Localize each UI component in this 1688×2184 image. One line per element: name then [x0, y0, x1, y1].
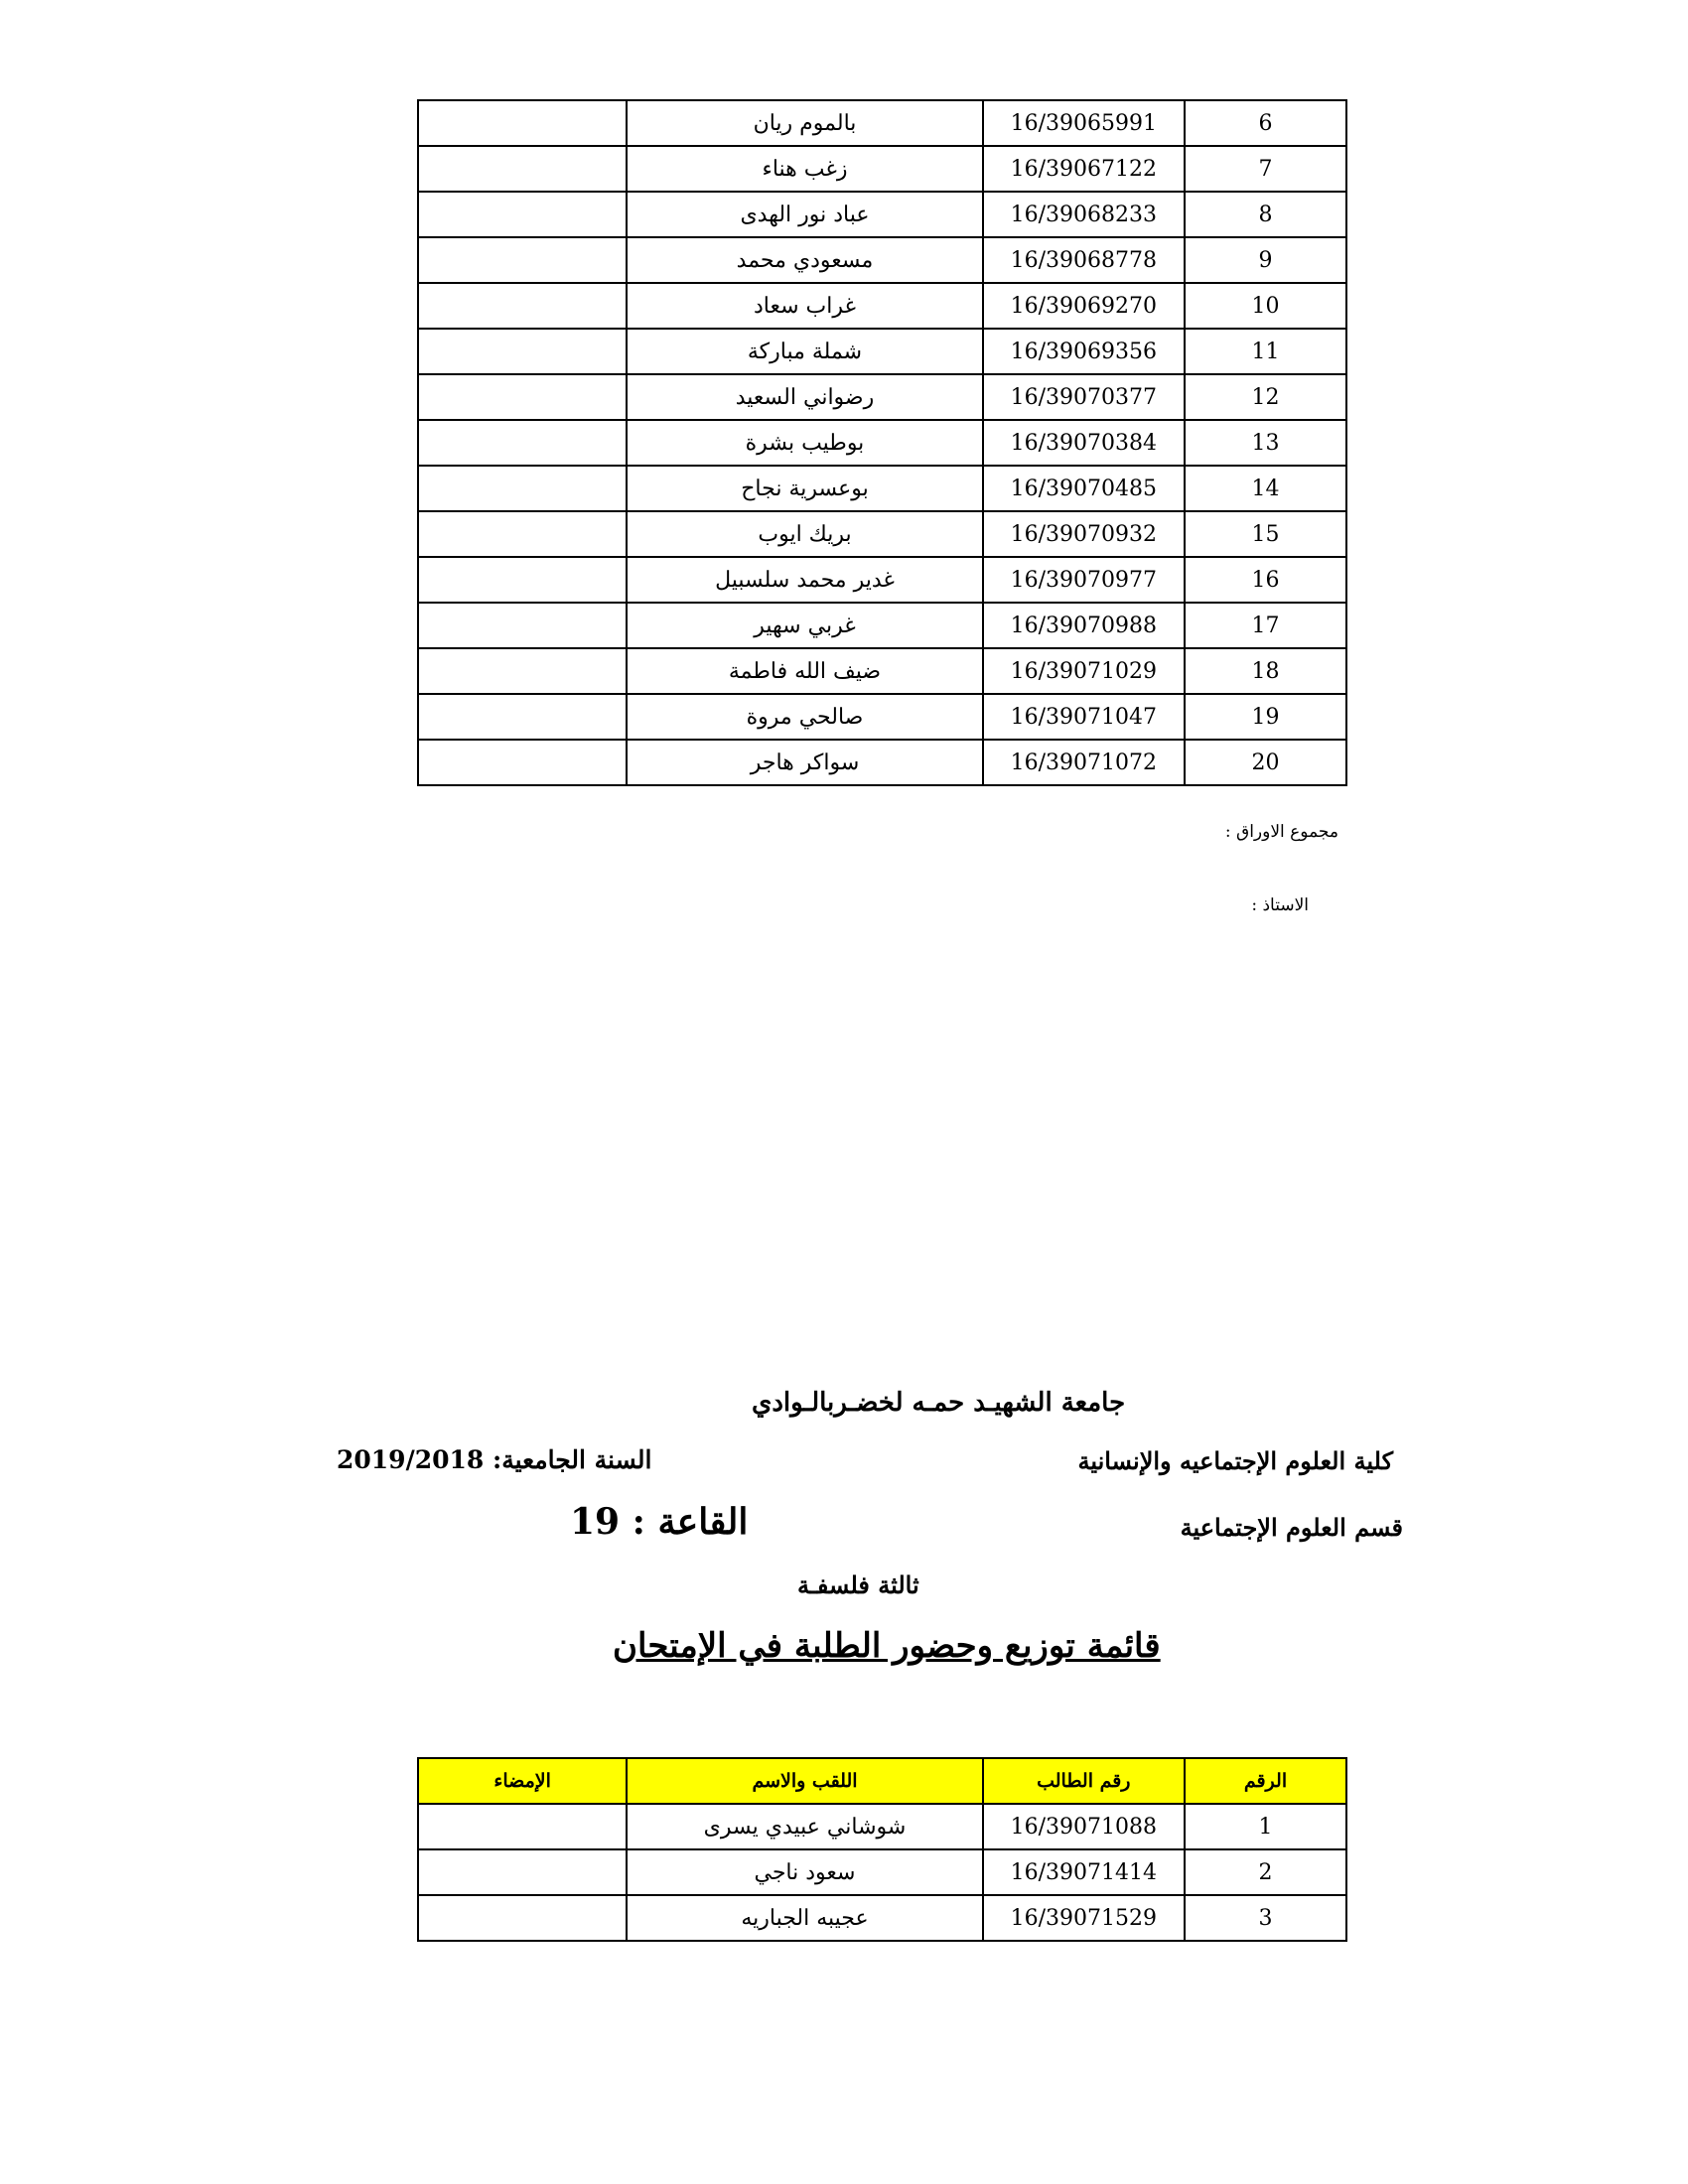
cell-student-id: 16/39071088: [983, 1804, 1185, 1849]
cell-signature: [418, 283, 627, 329]
column-header-signature: الإمضاء: [418, 1758, 627, 1804]
table-row: [418, 557, 1346, 603]
table-row: [418, 648, 1346, 694]
cell-number: 13: [1185, 420, 1346, 466]
column-header-number: الرقم: [1185, 1758, 1346, 1804]
cell-name: غراب سعاد: [627, 283, 982, 329]
cell-student-id: 16/39070384: [983, 420, 1185, 466]
table-row: [418, 146, 1346, 192]
cell-signature: [418, 603, 627, 648]
cell-name: غربي سهير: [627, 603, 982, 648]
cell-number: 12: [1185, 374, 1346, 420]
cell-student-id: 16/39071529: [983, 1895, 1185, 1941]
cell-number: 20: [1185, 740, 1346, 785]
table-row: [418, 466, 1346, 511]
table-row: [418, 374, 1346, 420]
cell-student-id: 16/39070377: [983, 374, 1185, 420]
cell-number: 16: [1185, 557, 1346, 603]
cell-number: 10: [1185, 283, 1346, 329]
cell-student-id: 16/39067122: [983, 146, 1185, 192]
cell-student-id: 16/39070485: [983, 466, 1185, 511]
cell-name: عجيبه الجباريه: [627, 1895, 982, 1941]
cell-name: غدير محمد سلسبيل: [627, 557, 982, 603]
cell-student-id: 16/39070988: [983, 603, 1185, 648]
cell-signature: [418, 420, 627, 466]
cell-name: بريك ايوب: [627, 511, 982, 557]
department-name: قسم العلوم الإجتماعية: [1180, 1513, 1403, 1542]
cell-student-id: 16/39068233: [983, 192, 1185, 237]
cell-student-id: 16/39069270: [983, 283, 1185, 329]
table-header-row: [418, 1758, 1346, 1804]
cell-name: مسعودي محمد: [627, 237, 982, 283]
cell-signature: [418, 374, 627, 420]
cell-student-id: 16/39069356: [983, 329, 1185, 374]
column-header-student-id: رقم الطالب: [983, 1758, 1185, 1804]
cell-number: 9: [1185, 237, 1346, 283]
cell-signature: [418, 511, 627, 557]
cell-number: 8: [1185, 192, 1346, 237]
cell-number: 2: [1185, 1849, 1346, 1895]
academic-year: السنة الجامعية: 2019/2018: [337, 1445, 652, 1474]
cell-name: سواكر هاجر: [627, 740, 982, 785]
cell-number: 17: [1185, 603, 1346, 648]
cell-signature: [418, 648, 627, 694]
cell-name: بوطيب بشرة: [627, 420, 982, 466]
teacher-label: الاستاذ :: [1251, 895, 1309, 915]
cell-student-id: 16/39071414: [983, 1849, 1185, 1895]
table-row: [418, 603, 1346, 648]
university-name: جامعة الشهيـد حمـه لخضـربالـوادي: [752, 1388, 1126, 1418]
cell-number: 7: [1185, 146, 1346, 192]
attendance-table: [417, 1757, 1347, 1942]
cell-signature: [418, 1804, 627, 1849]
table-row: [418, 740, 1346, 785]
table-row: [418, 100, 1346, 146]
cell-name: بالموم ريان: [627, 100, 982, 146]
cell-number: 14: [1185, 466, 1346, 511]
cell-name: بوعسرية نجاح: [627, 466, 982, 511]
cell-signature: [418, 466, 627, 511]
cell-name: سعود ناجي: [627, 1849, 982, 1895]
cell-student-id: 16/39070932: [983, 511, 1185, 557]
cell-signature: [418, 694, 627, 740]
table-row: [418, 511, 1346, 557]
cell-student-id: 16/39065991: [983, 100, 1185, 146]
cell-number: 3: [1185, 1895, 1346, 1941]
cell-number: 11: [1185, 329, 1346, 374]
attendance-table-continued: [417, 99, 1347, 786]
cell-signature: [418, 192, 627, 237]
table-row: [418, 237, 1346, 283]
list-title: قائمة توزيع وحضور الطلبة في الإمتحان: [613, 1626, 1161, 1666]
cell-student-id: 16/39071072: [983, 740, 1185, 785]
cell-signature: [418, 329, 627, 374]
cell-number: 15: [1185, 511, 1346, 557]
cell-signature: [418, 1849, 627, 1895]
cell-name: عباد نور الهدى: [627, 192, 982, 237]
table-row: [418, 1849, 1346, 1895]
cell-number: 19: [1185, 694, 1346, 740]
exam-hall: القاعة : 19: [570, 1501, 749, 1543]
column-header-name: اللقب والاسم: [627, 1758, 982, 1804]
table-row: [418, 192, 1346, 237]
cell-student-id: 16/39071047: [983, 694, 1185, 740]
cell-name: شوشاني عبيدي يسرى: [627, 1804, 982, 1849]
cell-name: ضيف الله فاطمة: [627, 648, 982, 694]
table-row: [418, 329, 1346, 374]
cell-number: 1: [1185, 1804, 1346, 1849]
cell-name: زغب هناء: [627, 146, 982, 192]
cell-name: رضواني السعيد: [627, 374, 982, 420]
faculty-name: كلية العلوم الإجتماعيه والإنسانية: [1077, 1446, 1393, 1475]
table-row: [418, 1804, 1346, 1849]
cell-student-id: 16/39070977: [983, 557, 1185, 603]
study-level: ثالثة فلسفـة: [797, 1570, 919, 1599]
cell-signature: [418, 1895, 627, 1941]
cell-signature: [418, 146, 627, 192]
attendance-table-body: [418, 100, 1346, 785]
cell-student-id: 16/39068778: [983, 237, 1185, 283]
sheets-total-label: مجموع الاوراق :: [1224, 822, 1338, 842]
table-row: [418, 283, 1346, 329]
table-row: [418, 420, 1346, 466]
cell-name: شملة مباركة: [627, 329, 982, 374]
cell-signature: [418, 100, 627, 146]
table-row: [418, 694, 1346, 740]
cell-signature: [418, 237, 627, 283]
cell-name: صالحي مروة: [627, 694, 982, 740]
cell-number: 18: [1185, 648, 1346, 694]
cell-signature: [418, 740, 627, 785]
cell-number: 6: [1185, 100, 1346, 146]
attendance-table-body: [418, 1804, 1346, 1941]
table-row: [418, 1895, 1346, 1941]
cell-student-id: 16/39071029: [983, 648, 1185, 694]
cell-signature: [418, 557, 627, 603]
